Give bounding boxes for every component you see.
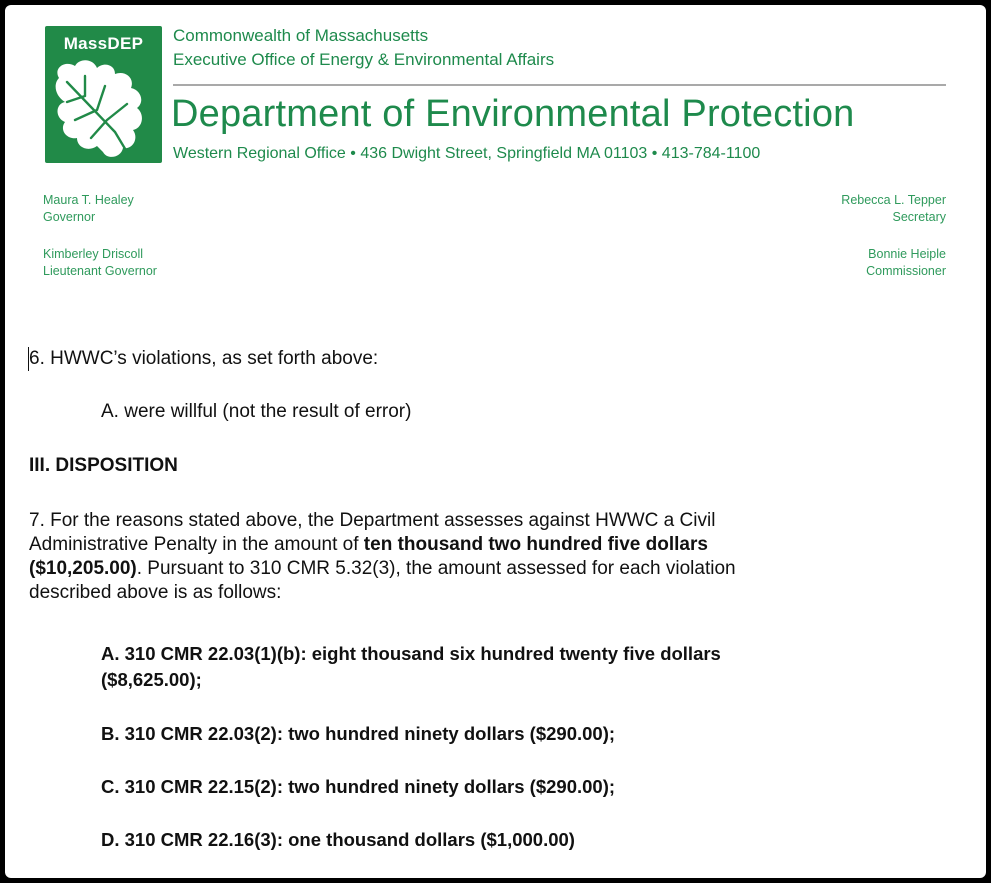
oak-leaf-icon [45, 56, 162, 163]
official-title: Governor [43, 210, 96, 224]
logo-text: MassDEP [63, 34, 144, 53]
paragraph-7-line-1: 7. For the reasons stated above, the Department assesses against HWWC a Civil [29, 510, 716, 531]
department-title: Department of Environmental Protection [171, 93, 855, 135]
massdep-logo [45, 26, 162, 163]
official-lieutenant-governor [43, 246, 157, 280]
violation-line: A. 310 CMR 22.03(1)(b): eight thousand six hundred twenty five dollars [101, 643, 721, 664]
official-title: Commissioner [866, 264, 946, 278]
official-name: Kimberley Driscoll [43, 247, 144, 261]
paragraph-7-line-2 [29, 533, 708, 556]
official-name: Bonnie Heiple [868, 247, 946, 261]
penalty-amount-words: ten thousand two hundred five dollars [363, 534, 708, 555]
violation-line: ($8,625.00); [101, 669, 202, 690]
text-run: . Pursuant to 310 CMR 5.32(3), the amount assessed for each violation [136, 558, 736, 579]
official-name: Maura T. Healey [43, 193, 134, 207]
header-commonwealth: Commonwealth of Massachusetts [173, 26, 429, 45]
official-name: Rebecca L. Tepper [841, 193, 946, 207]
office-address: Western Regional Office • 436 Dwight Street, Springfield MA 01103 • 413-784-1100 [173, 145, 761, 162]
official-title: Lieutenant Governor [43, 264, 157, 278]
paragraph-6-item-a: A. were willful (not the result of error) [101, 401, 412, 422]
document-page [5, 5, 986, 878]
paragraph-7-line-3 [29, 557, 736, 580]
violation-item-d: D. 310 CMR 22.16(3): one thousand dollars ($1,000.00) [101, 829, 575, 850]
official-governor [43, 192, 134, 226]
paragraph-6: 6. HWWC’s violations, as set forth above: [29, 348, 379, 369]
official-title: Secretary [892, 210, 946, 224]
header-executive-office: Executive Office of Energy & Environmental Affairs [173, 50, 555, 69]
official-secretary [841, 192, 946, 226]
violation-item-a [101, 641, 721, 693]
violation-item-c: C. 310 CMR 22.15(2): two hundred ninety dollars ($290.00); [101, 776, 616, 797]
section-heading: III. DISPOSITION [29, 455, 178, 476]
text-run: Administrative Penalty in the amount of [29, 534, 364, 555]
header-divider [173, 84, 946, 86]
violation-item-b: B. 310 CMR 22.03(2): two hundred ninety dollars ($290.00); [101, 723, 616, 744]
paragraph-7-line-4: described above is as follows: [29, 582, 282, 603]
penalty-amount-number: ($10,205.00) [29, 558, 137, 579]
official-commissioner [866, 246, 946, 280]
